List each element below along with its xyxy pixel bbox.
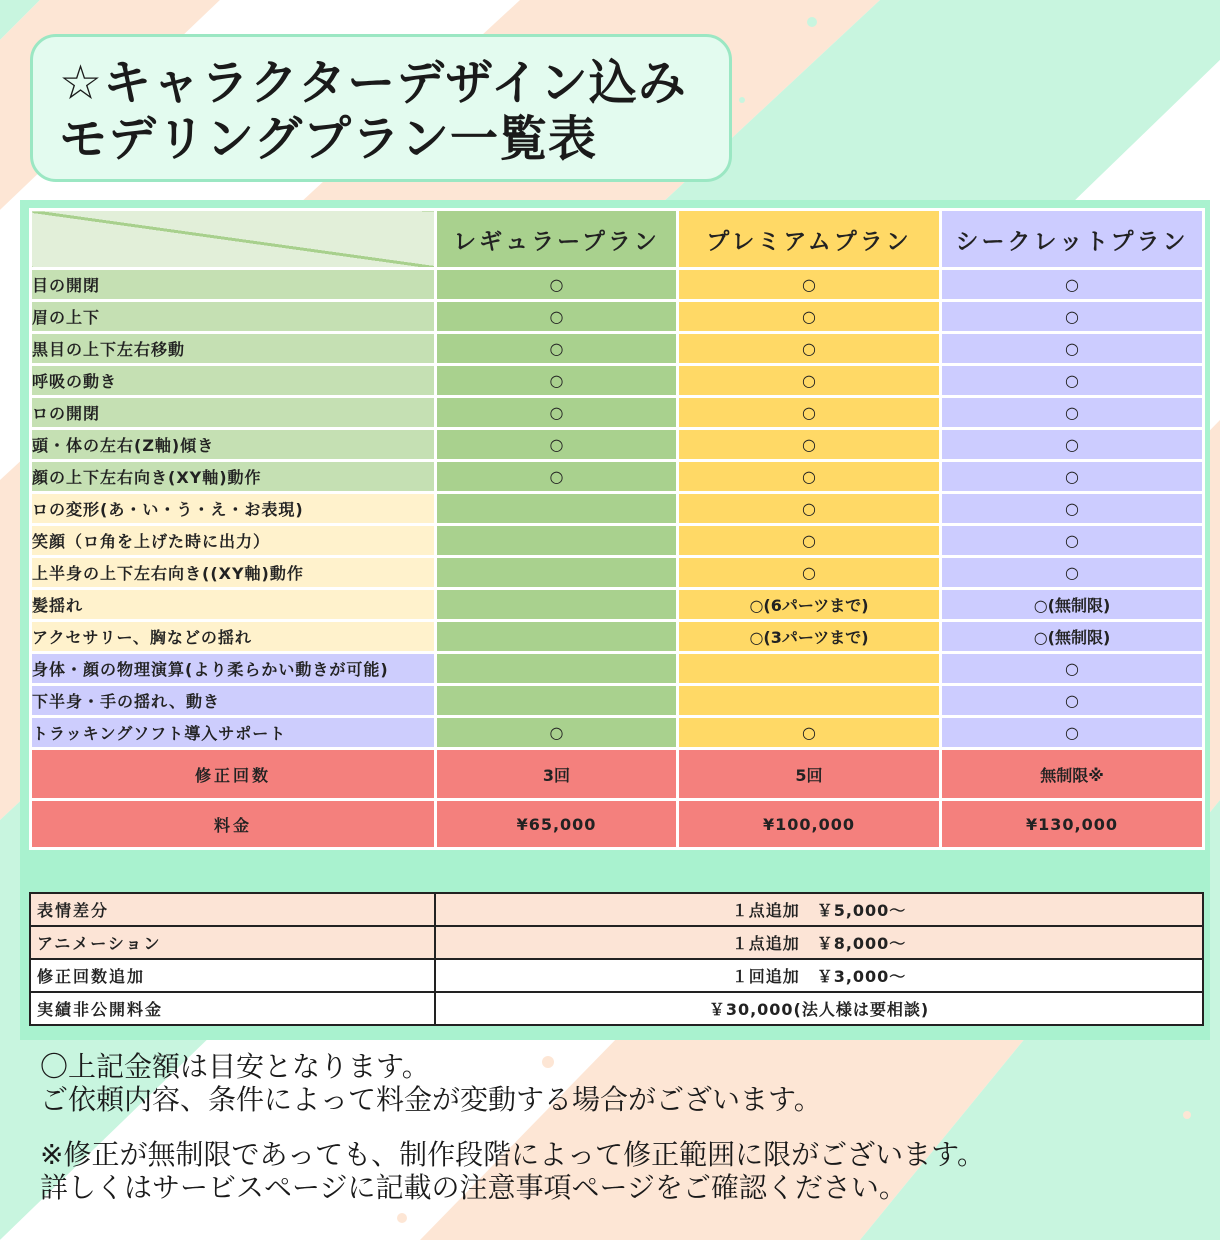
secret-value: ○	[941, 397, 1204, 429]
header-premium-plan: プレミアムプラン	[678, 210, 941, 269]
feature-label: 笑顔（ロ角を上げた時に出力）	[31, 525, 436, 557]
feature-label: アクセサリー、胸などの揺れ	[31, 621, 436, 653]
corner-cell	[31, 210, 436, 269]
feature-label: 黒目の上下左右移動	[31, 333, 436, 365]
premium-price: ¥100,000	[678, 800, 941, 849]
secret-value: ○	[941, 685, 1204, 717]
regular-value: ○	[436, 717, 678, 749]
regular-value: ○	[436, 461, 678, 493]
option-price: １点追加 ￥5,000～	[435, 893, 1203, 926]
feature-label: 呼吸の動き	[31, 365, 436, 397]
secret-value: ○	[941, 301, 1204, 333]
regular-value: ○	[436, 365, 678, 397]
premium-value: ○(6パーツまで)	[678, 589, 941, 621]
regular-value: ○	[436, 333, 678, 365]
option-label: 実績非公開料金	[30, 992, 435, 1025]
premium-value: ○	[678, 429, 941, 461]
plan-header-row	[31, 210, 1204, 269]
secret-value: ○	[941, 493, 1204, 525]
regular-value: ○	[436, 397, 678, 429]
secret-value: ○	[941, 365, 1204, 397]
regular-value	[436, 653, 678, 685]
feature-label: 下半身・手の揺れ、動き	[31, 685, 436, 717]
feature-label: 眉の上下	[31, 301, 436, 333]
premium-value	[678, 653, 941, 685]
premium-value: ○	[678, 333, 941, 365]
premium-value: ○	[678, 493, 941, 525]
regular-price: ¥65,000	[436, 800, 678, 849]
premium-value: ○	[678, 365, 941, 397]
feature-row	[31, 557, 1204, 589]
feature-row	[31, 621, 1204, 653]
secret-price: ¥130,000	[941, 800, 1204, 849]
regular-value	[436, 525, 678, 557]
feature-row	[31, 653, 1204, 685]
note-line: 〇上記金額は目安となります。	[40, 1050, 430, 1083]
feature-row	[31, 301, 1204, 333]
title-line-1: ☆キャラクターデザイン込み	[59, 55, 687, 111]
feature-row	[31, 525, 1204, 557]
premium-value: ○	[678, 269, 941, 301]
option-row	[30, 959, 1203, 992]
regular-value	[436, 493, 678, 525]
premium-value: ○(3パーツまで)	[678, 621, 941, 653]
secret-value: ○(無制限)	[941, 621, 1204, 653]
premium-value: ○	[678, 557, 941, 589]
premium-revisions: 5回	[678, 749, 941, 800]
premium-value: ○	[678, 461, 941, 493]
feature-row	[31, 461, 1204, 493]
note-line: ご依頼内容、条件によって料金が変動する場合がございます。	[40, 1083, 822, 1116]
notes-section	[40, 1050, 985, 1204]
options-table	[29, 892, 1204, 1026]
regular-value	[436, 589, 678, 621]
regular-value	[436, 557, 678, 589]
regular-value: ○	[436, 429, 678, 461]
premium-value: ○	[678, 397, 941, 429]
option-price: １点追加 ￥8,000～	[435, 926, 1203, 959]
feature-label: 頭・体の左右(Z軸)傾き	[31, 429, 436, 461]
feature-label: 目の開閉	[31, 269, 436, 301]
feature-row	[31, 429, 1204, 461]
secret-value: ○	[941, 557, 1204, 589]
feature-row	[31, 685, 1204, 717]
option-label: 表情差分	[30, 893, 435, 926]
feature-row	[31, 365, 1204, 397]
option-price: １回追加 ￥3,000～	[435, 959, 1203, 992]
feature-label: 上半身の上下左右向き((XY軸)動作	[31, 557, 436, 589]
premium-value: ○	[678, 717, 941, 749]
option-row	[30, 893, 1203, 926]
note-line: 詳しくはサービスページに記載の注意事項ページをご確認ください。	[40, 1171, 907, 1204]
price-label: 料金	[31, 800, 436, 849]
feature-row	[31, 589, 1204, 621]
option-label: 修正回数追加	[30, 959, 435, 992]
premium-value	[678, 685, 941, 717]
secret-value: ○	[941, 269, 1204, 301]
note-line: ※修正が無制限であっても、制作段階によって修正範囲に限がございます。	[40, 1138, 985, 1171]
feature-row	[31, 397, 1204, 429]
option-row	[30, 992, 1203, 1025]
secret-value: ○	[941, 461, 1204, 493]
feature-label: ロの開閉	[31, 397, 436, 429]
regular-value: ○	[436, 301, 678, 333]
feature-row	[31, 493, 1204, 525]
feature-row	[31, 717, 1204, 749]
title-banner	[30, 34, 732, 182]
feature-row	[31, 333, 1204, 365]
secret-revisions: 無制限※	[941, 749, 1204, 800]
regular-revisions: 3回	[436, 749, 678, 800]
secret-value: ○	[941, 333, 1204, 365]
secret-value: ○	[941, 429, 1204, 461]
option-label: アニメーション	[30, 926, 435, 959]
feature-label: 顔の上下左右向き(XY軸)動作	[31, 461, 436, 493]
feature-label: トラッキングソフト導入サポート	[31, 717, 436, 749]
price-row	[31, 800, 1204, 849]
feature-row	[31, 269, 1204, 301]
secret-value: ○	[941, 525, 1204, 557]
regular-value: ○	[436, 269, 678, 301]
title-line-2: モデリングプラン一覧表	[59, 111, 598, 167]
feature-label: 髪揺れ	[31, 589, 436, 621]
revision-count-row	[31, 749, 1204, 800]
feature-label: ロの変形(あ・い・う・え・お表現)	[31, 493, 436, 525]
premium-value: ○	[678, 525, 941, 557]
option-price: ￥30,000(法人様は要相談)	[435, 992, 1203, 1025]
plan-comparison-table	[29, 208, 1205, 850]
regular-value	[436, 621, 678, 653]
secret-value: ○	[941, 653, 1204, 685]
header-secret-plan: シークレットプラン	[941, 210, 1204, 269]
secret-value: ○	[941, 717, 1204, 749]
secret-value: ○(無制限)	[941, 589, 1204, 621]
regular-value	[436, 685, 678, 717]
revision-count-label: 修正回数	[31, 749, 436, 800]
feature-label: 身体・顔の物理演算(より柔らかい動きが可能)	[31, 653, 436, 685]
premium-value: ○	[678, 301, 941, 333]
header-regular-plan: レギュラープラン	[436, 210, 678, 269]
option-row	[30, 926, 1203, 959]
